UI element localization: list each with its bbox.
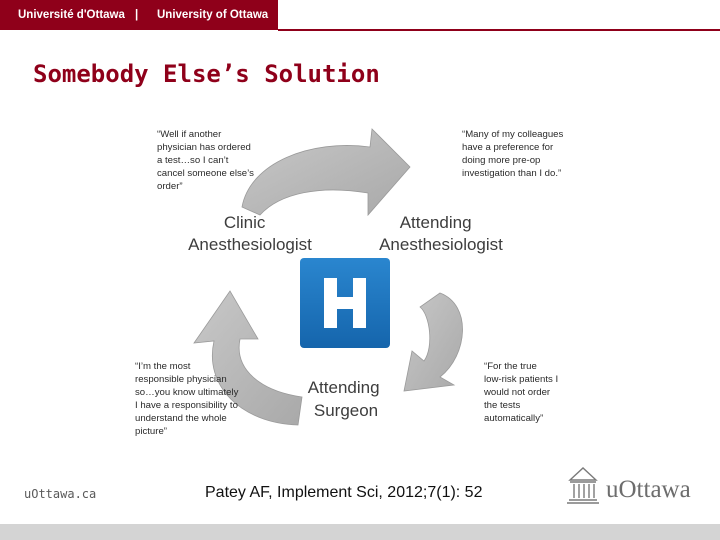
- quote-line: a test…so I can’t: [157, 155, 229, 166]
- footer-bar: [0, 524, 720, 540]
- role-surgeon-line-2: Surgeon: [313, 401, 379, 420]
- quote-line: “I’m the most: [135, 361, 191, 372]
- quote-line: cancel someone else’s: [157, 168, 254, 179]
- uottawa-logo: [566, 464, 706, 510]
- role-attending-anesthesiologist: [379, 213, 503, 254]
- quote-top-right: [462, 129, 566, 179]
- english-university-name: University of Ottawa: [157, 9, 269, 21]
- footer-website: uOttawa.ca: [24, 487, 97, 501]
- quote-line: responsible physician: [135, 374, 227, 385]
- header-separator: |: [135, 9, 139, 21]
- header-bar: [0, 0, 720, 30]
- citation: Patey AF, Implement Sci, 2012;7(1): 52: [205, 484, 483, 501]
- quote-bottom-right: [483, 361, 561, 424]
- role-attending-surgeon: [308, 378, 385, 420]
- role-attending-anesth-line-2: Anesthesiologist: [379, 235, 503, 254]
- quote-top-left: [157, 129, 257, 192]
- quote-line: low-risk patients I: [484, 374, 559, 385]
- header-rule: [278, 29, 720, 31]
- hospital-h-icon: [300, 258, 390, 348]
- quote-line: picture”: [135, 426, 167, 437]
- role-surgeon-line-1: Attending: [307, 378, 380, 397]
- quote-line: the tests: [484, 400, 521, 411]
- role-attending-anesth-line-1: Attending: [399, 213, 472, 232]
- quote-line: “For the true: [484, 361, 537, 372]
- quote-line: doing more pre-op: [462, 155, 541, 166]
- cycle-arrow-right: [404, 293, 463, 391]
- quote-line: understand the whole: [135, 413, 227, 424]
- building-icon: [567, 468, 599, 503]
- quote-line: I have a responsibility to: [135, 400, 238, 411]
- quote-line: have a preference for: [462, 142, 554, 153]
- slide-title: Somebody Else’s Solution: [33, 60, 380, 88]
- role-clinic-anesthesiologist: [188, 213, 312, 254]
- quote-line: “Many of my colleagues: [462, 129, 564, 140]
- quote-line: would not order: [484, 387, 551, 398]
- university-banner: [0, 0, 278, 30]
- role-clinic-line-1: Clinic: [223, 213, 266, 232]
- quote-line: physician has ordered: [157, 142, 251, 153]
- cycle-diagram: [120, 115, 600, 450]
- quote-line: investigation than I do.”: [462, 168, 562, 179]
- french-university-name: Université d'Ottawa: [18, 9, 125, 21]
- role-clinic-line-2: Anesthesiologist: [188, 235, 312, 254]
- quote-line: order”: [157, 181, 183, 192]
- quote-line: “Well if another: [157, 129, 222, 140]
- cycle-arrow-top: [242, 129, 410, 215]
- logo-wordmark: uOttawa: [606, 476, 691, 503]
- quote-line: so…you know ultimately: [135, 387, 239, 398]
- quote-line: automatically”: [484, 413, 544, 424]
